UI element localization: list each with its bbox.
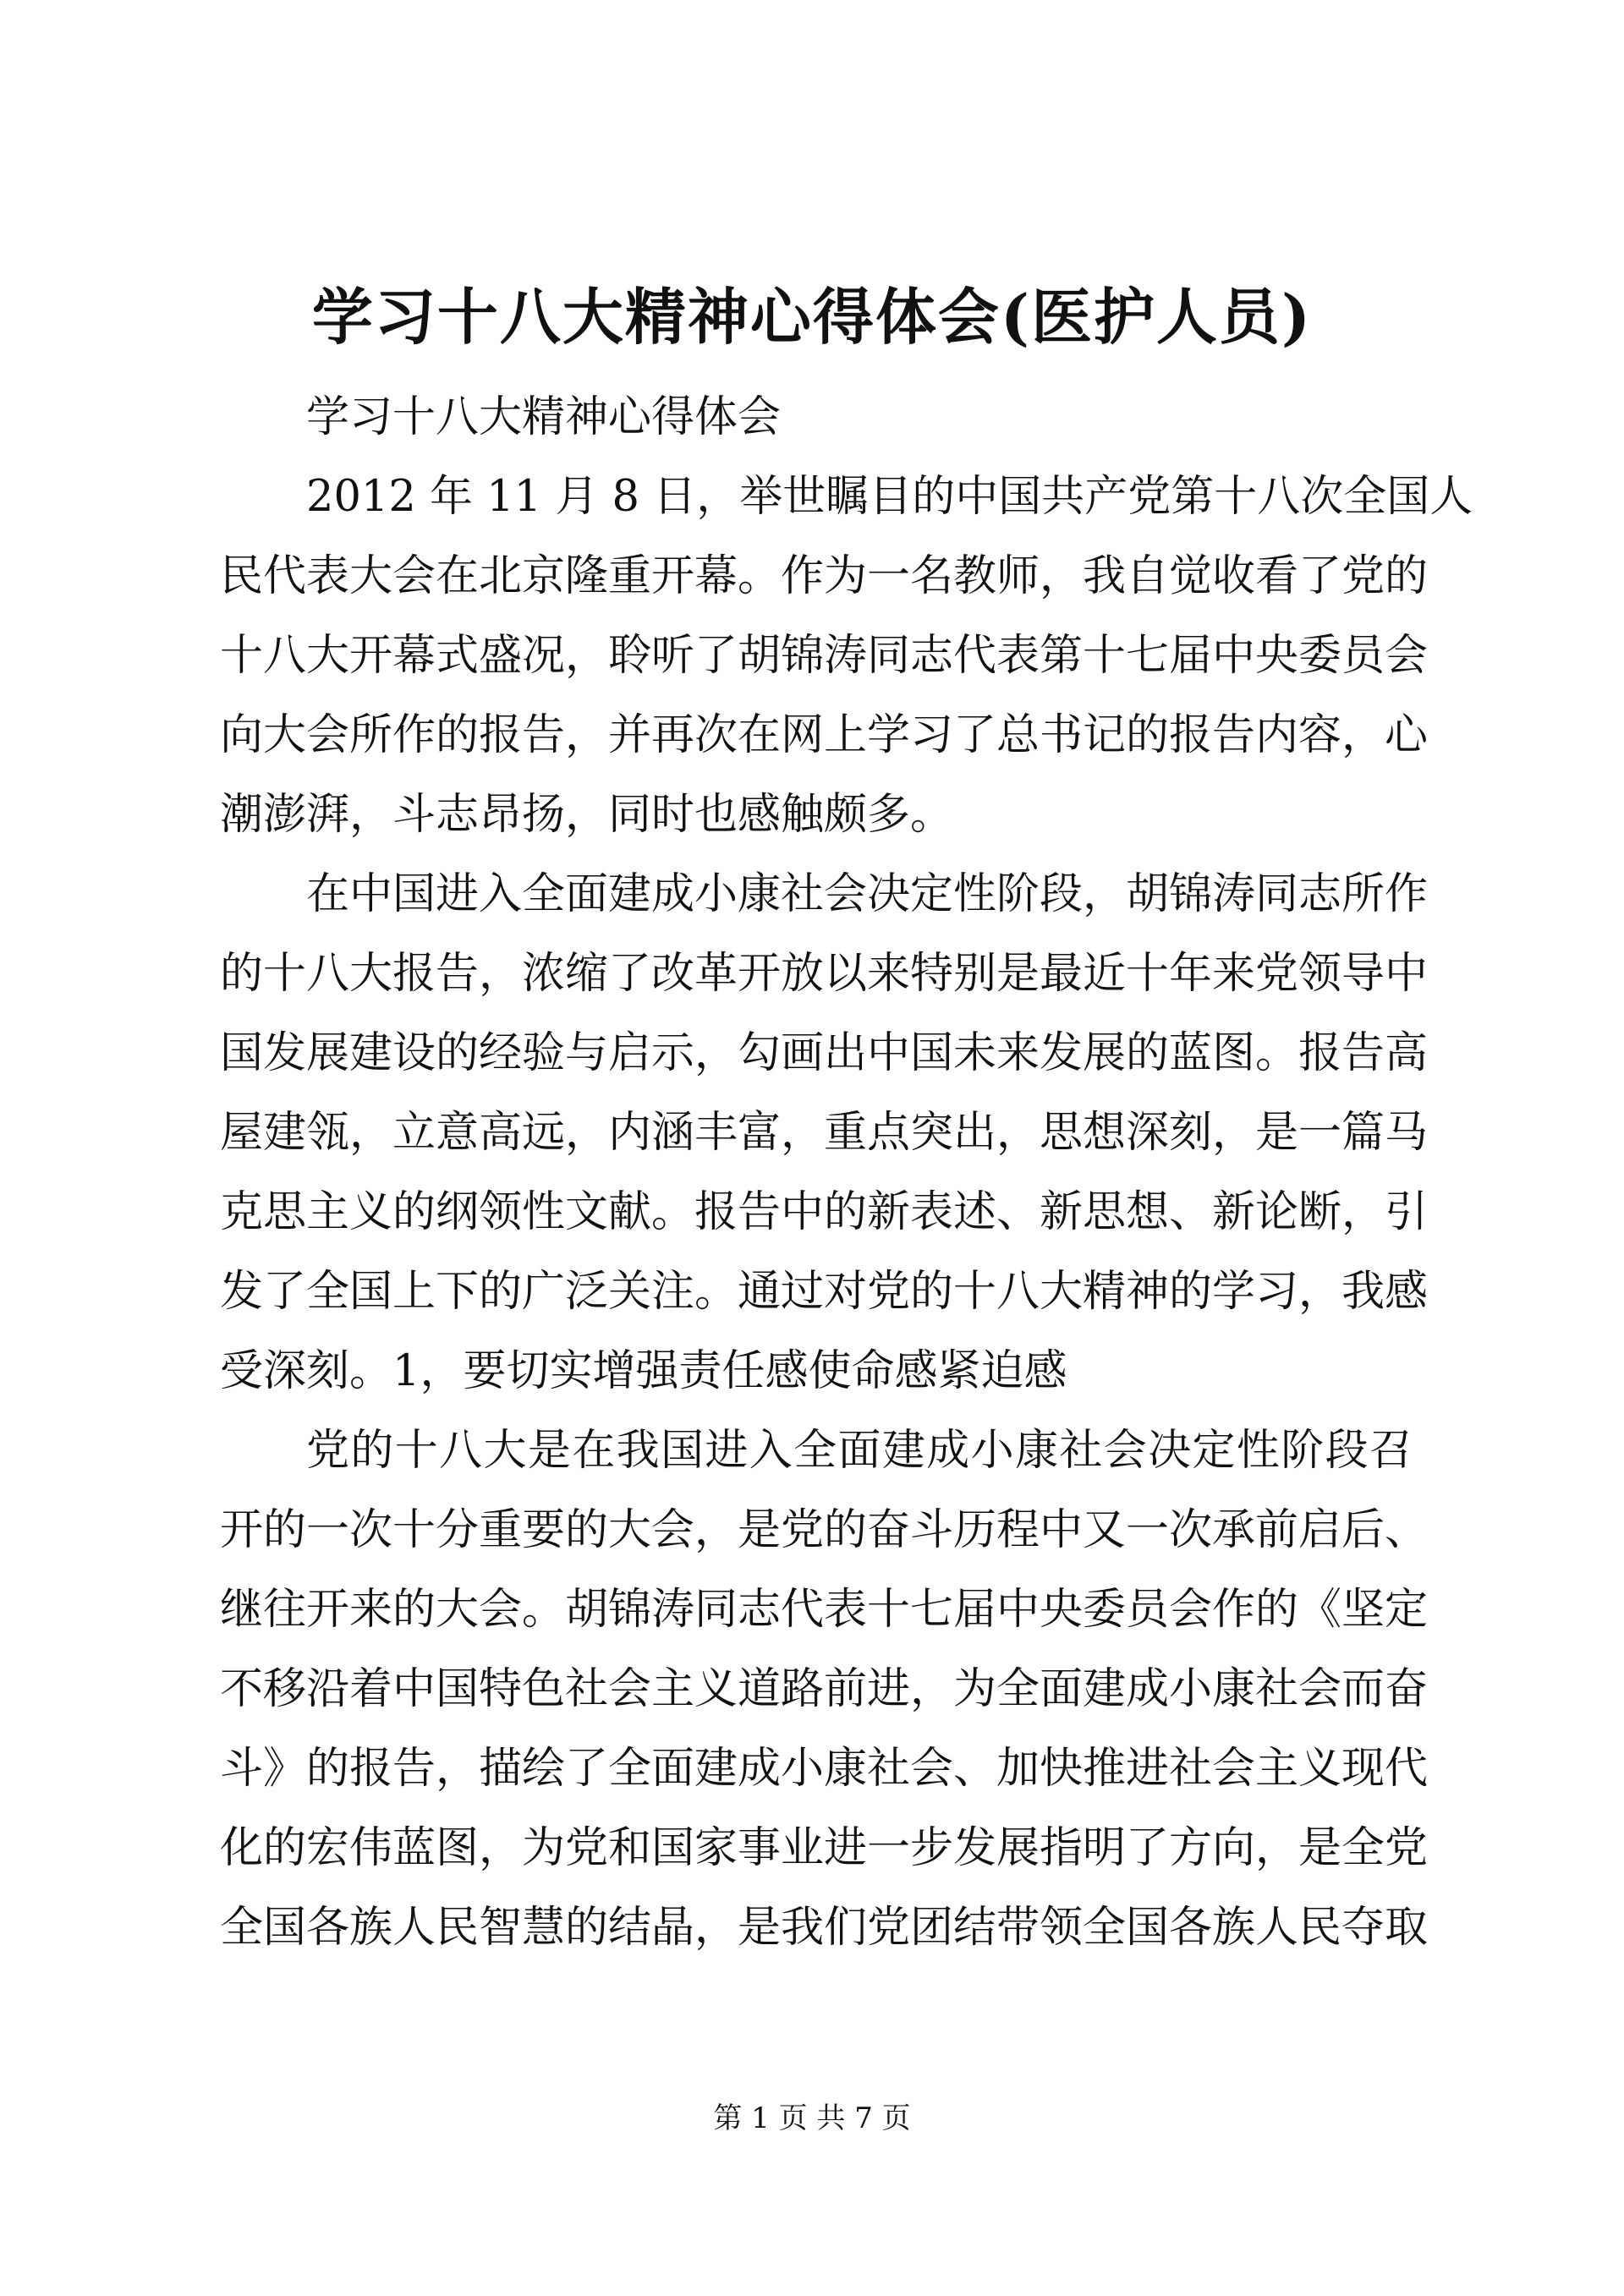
text-line: 斗》的报告，描绘了全面建成小康社会、加快推进社会主义现代: [220, 1744, 1429, 1794]
text-line: 潮澎湃，斗志昂扬，同时也感触颇多。: [220, 790, 954, 840]
document-body: [220, 378, 1473, 1968]
text-line: 屋建瓴，立意高远，内涵丰富，重点突出，思想深刻，是一篇马: [220, 1108, 1429, 1158]
text-line: 化的宏伟蓝图，为党和国家事业进一步发展指明了方向，是全党: [220, 1823, 1429, 1873]
text-line: 学习十八大精神心得体会: [306, 392, 782, 442]
text-line: 不移沿着中国特色社会主义道路前进，为全面建成小康社会而奋: [220, 1664, 1429, 1714]
text-line: 党的十八大是在我国进入全面建成小康社会决定性阶段召: [306, 1426, 1413, 1476]
text-line: 民代表大会在北京隆重开幕。作为一名教师，我自觉收看了党的: [220, 551, 1429, 601]
text-line: 的十八大报告，浓缩了改革开放以来特别是最近十年来党领导中: [220, 949, 1429, 999]
text-line: 全国各族人民智慧的结晶，是我们党团结带领全国各族人民夺取: [220, 1903, 1429, 1953]
text-line: 继往开来的大会。胡锦涛同志代表十七届中央委员会作的《坚定: [220, 1585, 1429, 1635]
text-line: 开的一次十分重要的大会，是党的奋斗历程中又一次承前启后、: [220, 1505, 1429, 1555]
paragraph-1: [220, 458, 1473, 855]
text-line: 受深刻。1，要切实增强责任感使命感紧迫感: [220, 1346, 1067, 1396]
page-footer: 第 1 页 共 7 页: [713, 2101, 911, 2135]
text-line: 国发展建设的经验与启示，勾画出中国未来发展的蓝图。报告高: [220, 1028, 1429, 1078]
text-line: 2012 年 11 月 8 日，举世瞩目的中国共产党第十八次全国人: [306, 472, 1473, 522]
text-line: 克思主义的纲领性文献。报告中的新表述、新思想、新论断，引: [220, 1187, 1429, 1237]
text-line: 十八大开幕式盛况，聆听了胡锦涛同志代表第十七届中央委员会: [220, 631, 1429, 681]
paragraph-3: [220, 1411, 1429, 1968]
text-line: 向大会所作的报告，并再次在网上学习了总书记的报告内容，心: [220, 710, 1429, 760]
paragraph-subtitle: [220, 378, 1413, 458]
paragraph-2: [220, 855, 1429, 1411]
text-line: 发了全国上下的广泛关注。通过对党的十八大精神的学习，我感: [220, 1267, 1429, 1317]
document-title: 学习十八大精神心得体会(医护人员): [311, 281, 1313, 353]
text-line: 在中国进入全面建成小康社会决定性阶段，胡锦涛同志所作: [306, 869, 1429, 919]
